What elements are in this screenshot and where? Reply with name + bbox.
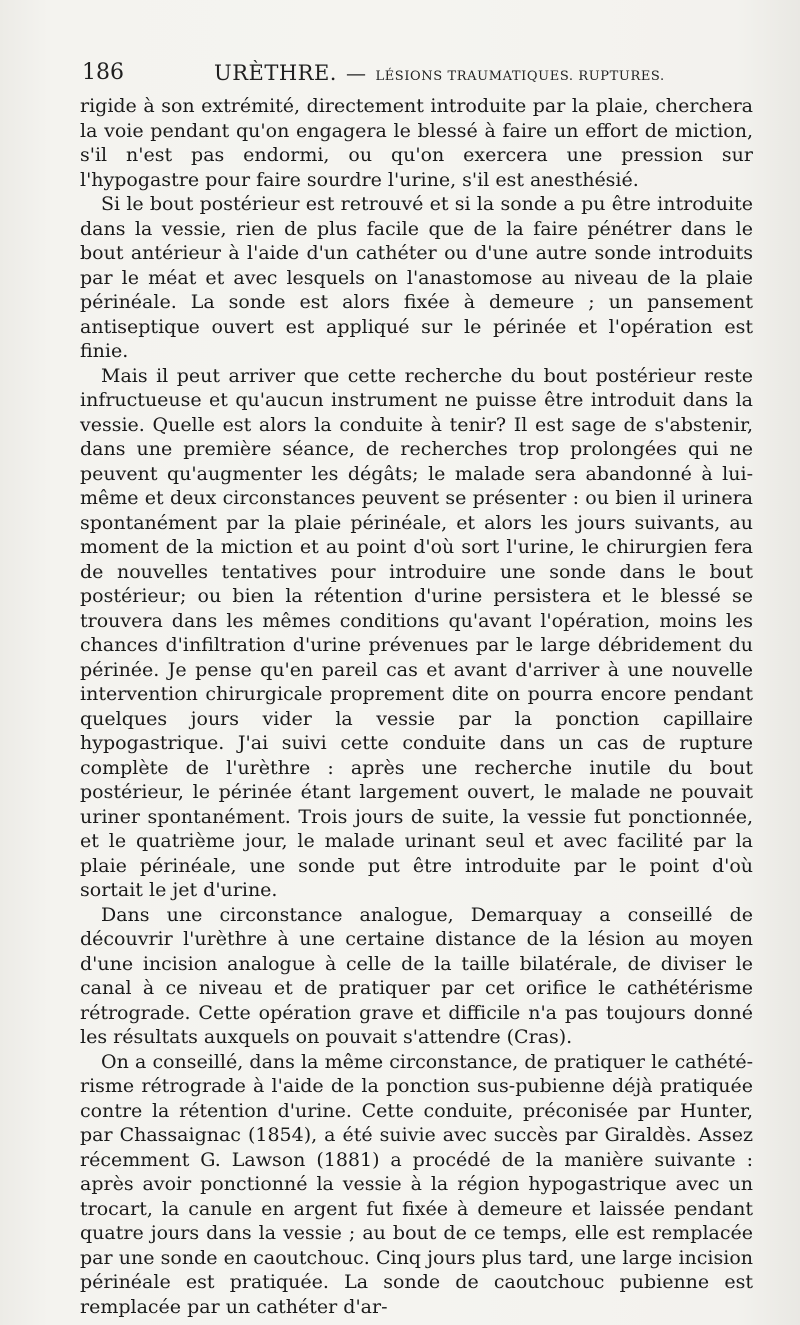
body-text (80, 94, 753, 1319)
running-header (82, 60, 752, 92)
chapter-title: URÈTHRE. (214, 61, 337, 85)
paragraph-continuation: rigide à son extrémité, directement introduite par la plaie, cherchera la voie pendant qu'on engagera le blessé à faire un effort de miction, s'il n'est pas endormi, ou qu'on exercera une pression sur l'hypogastre pour faire sourdre l'urine, s'il est anesthésié. (80, 95, 753, 191)
title-separator: — (345, 61, 367, 85)
paragraph-demarquay: Dans une circonstance analogue, Demarquay a conseillé de découvrir l'urèthre à une certaine distance de la lésion au moyen d'une incision analogue à celle de la taille bilatérale, de diviser le canal à ce niveau et de pratiquer par cet orifice le cathétérisme rétrograde. Cette opération grave et difficile n'a pas toujours donné les résultats auxquels on pouvait s'attendre (Cras). (80, 903, 753, 1048)
section-subtitle: LÉSIONS TRAUMATIQUES. RUPTURES. (375, 69, 665, 84)
paragraph-catheterisme-retrograde: On a conseillé, dans la même circonstance, de pratiquer le cathétérisme rétrograde à l'aide de la ponction sus-pubienne déjà pratiquée contre la rétention d'urine. Cette conduite, préconisée par Hunter, par Chassaignac (1854), a été suivie avec succès par Giraldès. Assez récemment G. Lawson (1881) a procédé de la manière suivante : après avoir ponctionné la vessie à la région hypogastrique avec un trocart, la canule en argent fut fixée à demeure et laissée pendant quatre jours dans la vessie ; au bout de ce temps, elle est remplacée par une sonde en caoutchouc. Cinq jours plus tard, une large incision périnéale est pratiquée. La sonde de caoutchouc pubienne est remplacée par un cathéter d'ar- (80, 1050, 753, 1318)
paragraph-recherche-infructueuse: Mais il peut arriver que cette recherche du bout postérieur reste infructueuse et qu'aucun instrument ne puisse être introduit dans la vessie. Quelle est alors la conduite à tenir? Il est sage de s'abstenir, dans une première séance, de recherches trop prolongées qui ne peuvent qu'augmenter les dégâts; le malade sera abandonné à lui-même et deux circonstances peuvent se présenter : ou bien il urinera spontanément par la plaie périnéale, et alors les jours suivants, au moment de la miction et au point d'où sort l'urine, le chirurgien fera de nouvelles tentatives pour introduire une sonde dans le bout postérieur; ou bien la rétention d'urine persistera et le blessé se trouvera dans les mêmes conditions qu'avant l'opération, moins les chances d'infiltration d'urine prévenues par le large débridement du périnée. Je pense qu'en pareil cas et avant d'arriver à une nouvelle intervention chirurgicale proprement dite on pourra encore pendant quelques jours vider la vessie par la ponction capillaire hypogastrique. J'ai suivi cette conduite dans un cas de rupture complète de l'urèthre : après une recherche inutile du bout postérieur, le périnée étant largement ouvert, le malade ne pouvait uriner spontanément. Trois jours de suite, la vessie fut ponctionnée, et le quatrième jour, le malade urinant seul et avec facilité par la plaie périnéale, une sonde put être introduite par le point d'où sortait le jet d'urine. (80, 364, 753, 901)
paragraph-bout-posterieur: Si le bout postérieur est retrouvé et si la sonde a pu être introduite dans la vessie, rien de plus facile que de la faire pénétrer dans le bout antérieur à l'aide d'un cathéter ou d'une autre sonde introduits par le méat et avec lesquels on l'anastomose au niveau de la plaie périnéale. La sonde est alors fixée à demeure ; un pansement antiseptique ouvert est appliqué sur le périnée et l'opération est finie. (80, 193, 753, 362)
running-title (214, 60, 665, 90)
page-number: 186 (82, 60, 124, 85)
